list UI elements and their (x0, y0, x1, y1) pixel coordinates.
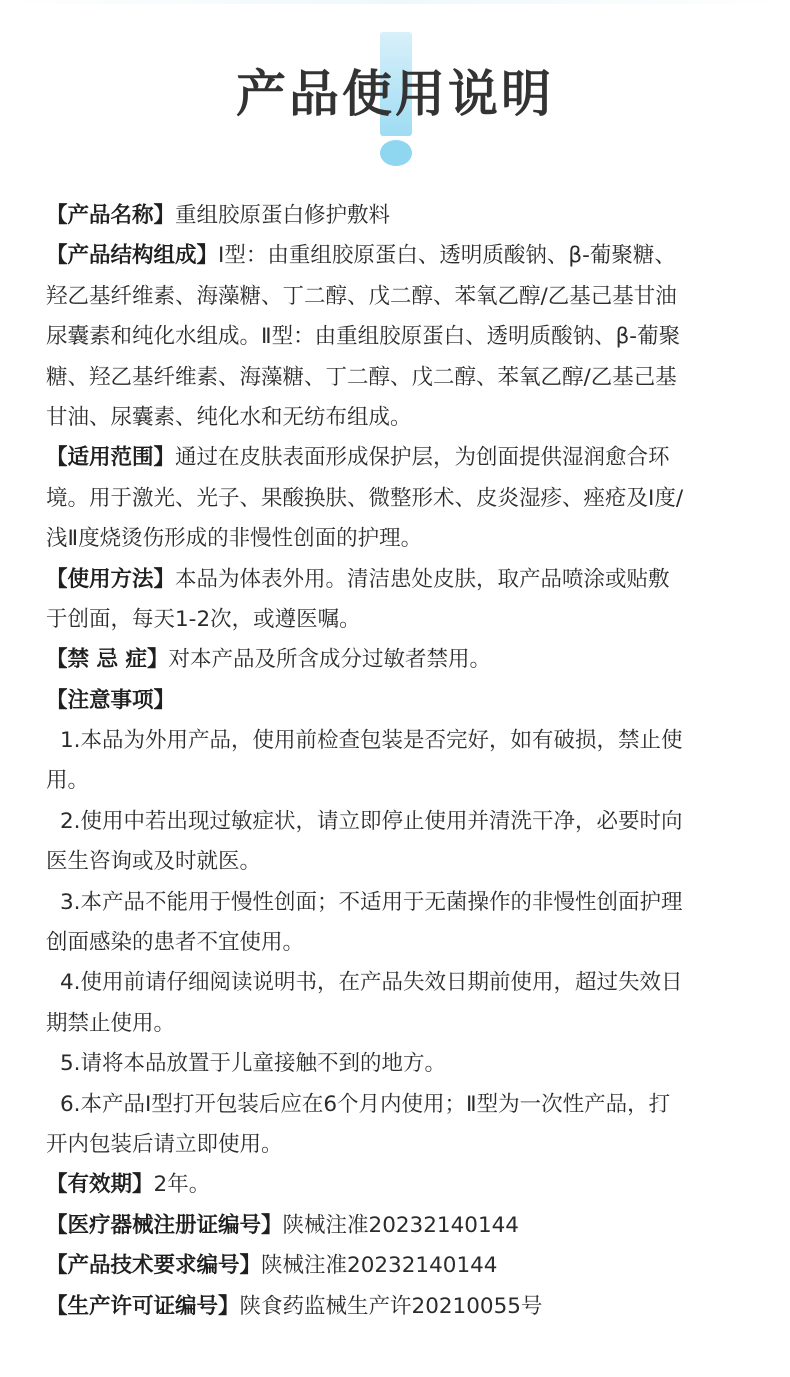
section-label: 【有效期】 (46, 1172, 154, 1198)
instructions-body (46, 196, 746, 1327)
section-text-line: 羟乙基纤维素、海藻糖、丁二醇、戊二醇、苯氧乙醇/乙基己基甘油 (46, 283, 677, 309)
title-area (0, 28, 790, 178)
section-label: 【适用范围】 (46, 445, 176, 471)
section-text: 陕械注准20232140144 (261, 1253, 498, 1279)
section-label: 【生产许可证编号】 (46, 1293, 240, 1319)
section-validity (46, 1165, 746, 1205)
precaution-item: 5.请将本品放置于儿童接触不到的地方。 (60, 1051, 447, 1077)
section-label: 【产品技术要求编号】 (46, 1253, 262, 1279)
precaution-item: 6.本产品Ⅰ型打开包装后应在6个月内使用；Ⅱ型为一次性产品，打 (60, 1091, 671, 1117)
section-text: 重组胶原蛋白修护敷料 (175, 203, 391, 228)
section-text-line: 甘油、尿囊素、纯化水和无纺布组成。 (46, 404, 412, 430)
section-text: 陕械注准20232140144 (282, 1212, 519, 1238)
precaution-item-cont: 期禁止使用。 (46, 1010, 176, 1036)
top-decor-strip (0, 0, 790, 4)
section-registration (46, 1206, 746, 1246)
section-text-line: 境。用于激光、光子、果酸换肤、微整形术、皮炎湿疹、痤疮及Ⅰ度/ (46, 485, 684, 511)
section-product-name (46, 196, 746, 236)
section-label: 【禁 忌 症】 (46, 647, 169, 673)
section-label: 【产品结构组成】 (46, 243, 219, 269)
section-label: 【注意事项】 (46, 687, 176, 713)
section-precautions (46, 681, 746, 721)
section-text: 陕食药监械生产许20210055号 (239, 1293, 543, 1319)
section-text-line: 糖、羟乙基纤维素、海藻糖、丁二醇、戊二醇、苯氧乙醇/乙基己基 (46, 364, 677, 390)
section-text: 2年。 (153, 1172, 211, 1198)
page-title: 产品使用说明 (236, 65, 554, 123)
section-text: 对本产品及所含成分过敏者禁用。 (168, 647, 491, 673)
precaution-item-cont: 用。 (46, 768, 90, 794)
section-usage (46, 560, 746, 600)
section-label: 【医疗器械注册证编号】 (46, 1212, 283, 1238)
precaution-item: 2.使用中若出现过敏症状，请立即停止使用并清洗干净，必要时向 (60, 808, 683, 834)
section-text-line: 浅Ⅱ度烧烫伤形成的非慢性创面的护理。 (46, 526, 423, 552)
exclamation-dot-icon (380, 140, 412, 166)
precaution-item-cont: 创面感染的患者不宜使用。 (46, 930, 305, 956)
section-contraindication (46, 640, 746, 680)
precaution-item-cont: 医生咨询或及时就医。 (46, 849, 262, 875)
section-text-line: 于创面，每天1-2次，或遵医嘱。 (46, 606, 361, 632)
section-text: Ⅰ型：由重组胶原蛋白、透明质酸钠、β-葡聚糖、 (218, 243, 676, 269)
section-text-line: 尿囊素和纯化水组成。Ⅱ型：由重组胶原蛋白、透明质酸钠、β-葡聚 (46, 324, 681, 350)
section-label: 【使用方法】 (46, 566, 176, 592)
section-text: 本品为体表外用。清洁患处皮肤，取产品喷涂或贴敷 (175, 566, 670, 592)
section-structure (46, 236, 746, 276)
section-production-license (46, 1287, 746, 1327)
section-scope (46, 438, 746, 478)
precaution-item: 4.使用前请仔细阅读说明书，在产品失效日期前使用，超过失效日 (60, 970, 683, 996)
section-tech-requirement (46, 1246, 746, 1286)
precaution-item-cont: 开内包装后请立即使用。 (46, 1131, 283, 1157)
precaution-item: 3.本产品不能用于慢性创面；不适用于无菌操作的非慢性创面护理 (60, 889, 683, 915)
precaution-item: 1.本品为外用产品，使用前检查包装是否完好，如有破损，禁止使 (60, 728, 683, 754)
section-label: 【产品名称】 (46, 203, 176, 228)
section-text: 通过在皮肤表面形成保护层，为创面提供湿润愈合环 (175, 445, 670, 471)
